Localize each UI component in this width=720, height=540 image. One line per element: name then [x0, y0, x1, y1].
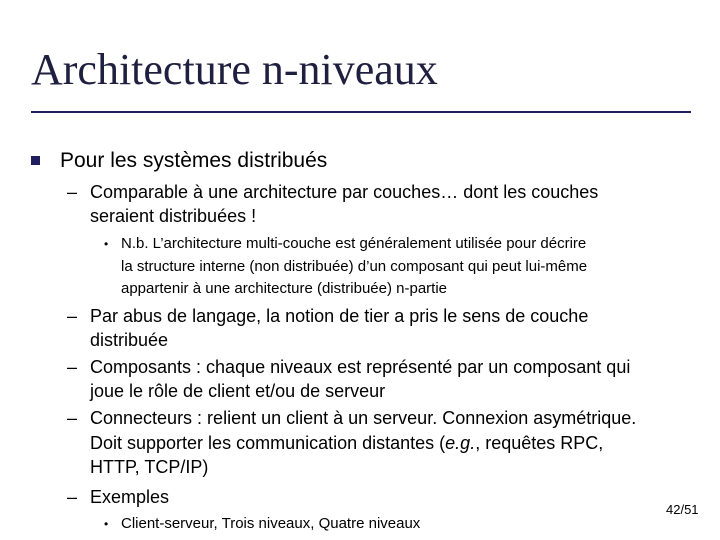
sub-item-1-line-2: seraient distribuées !	[90, 206, 257, 226]
sub-item-5-label: Exemples	[90, 487, 170, 507]
sub-item-4-line-2	[90, 432, 603, 456]
line-text: Doit supporter les communication distantes (	[90, 433, 446, 453]
line-text: , requêtes RPC,	[475, 433, 604, 453]
sub-item-3-line-2: joue le rôle de client et/ou de serveur	[90, 381, 386, 401]
dot-bullet-icon: •	[104, 517, 109, 531]
sub-item-3-line-1: Composants : chaque niveaux est représenté par un composant qui	[90, 357, 631, 377]
note-line-3: appartenir à une architecture (distribuée) n-partie	[121, 280, 448, 297]
sub-item-2-line-2: distribuée	[90, 330, 169, 350]
title-divider	[31, 111, 691, 113]
slide-title: Architecture n-niveaux	[31, 45, 438, 94]
sub-item-4-line-3: HTTP, TCP/IP)	[90, 457, 209, 477]
dot-bullet-icon: •	[104, 237, 109, 251]
dash-bullet-icon: –	[67, 357, 78, 377]
dash-bullet-icon: –	[67, 182, 78, 202]
note-line-2: la structure interne (non distribuée) d’un composant qui peut lui-même	[121, 258, 588, 275]
sub-item-4-line-1: Connecteurs : relient un client à un serveur. Connexion asymétrique.	[90, 408, 637, 428]
dash-bullet-icon: –	[67, 306, 78, 326]
dash-bullet-icon: –	[67, 408, 78, 428]
note-line-1: N.b. L’architecture multi-couche est généralement utilisée pour décrire	[121, 235, 587, 252]
page-number: 42/51	[666, 502, 699, 517]
sub-item-2-line-1: Par abus de langage, la notion de tier a pris le sens de couche	[90, 306, 589, 326]
sub-item-1-line-1: Comparable à une architecture par couches… dont les couches	[90, 182, 599, 202]
emphasis-text: e.g.	[445, 433, 476, 453]
square-bullet-icon	[31, 156, 40, 165]
main-bullet-text: Pour les systèmes distribués	[60, 149, 328, 172]
examples-note: Client-serveur, Trois niveaux, Quatre niveaux	[121, 515, 421, 532]
dash-bullet-icon: –	[67, 487, 78, 507]
